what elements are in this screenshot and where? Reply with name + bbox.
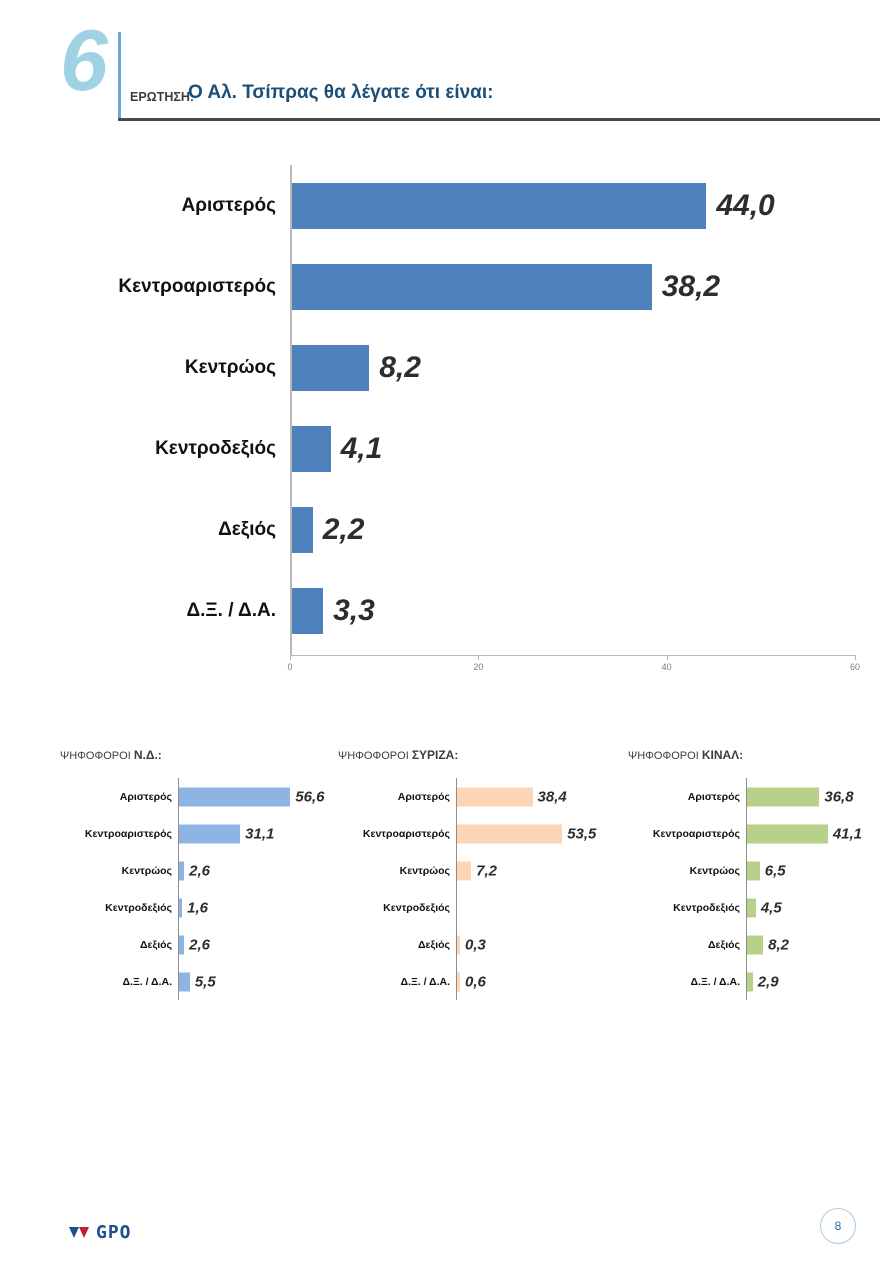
page-number: 8 <box>820 1208 856 1244</box>
main-chart-bar-row <box>184 327 855 408</box>
subgroup-chart <box>628 748 880 1000</box>
subgroup-value-label: 1,6 <box>187 899 208 916</box>
main-chart-category-label: Κεντροαριστερός <box>118 275 276 297</box>
main-chart-value-label: 3,3 <box>333 593 375 627</box>
subgroup-bar-row <box>60 852 325 889</box>
main-chart-category-label: Κεντροδεξιός <box>155 437 276 459</box>
subgroup-category-label: Αριστερός <box>687 790 740 803</box>
subgroup-value-label: 6,5 <box>764 862 786 879</box>
subgroup-title-prefix: ΨΗΦΟΦΟΡΟΙ <box>338 750 412 762</box>
subgroup-bar-row <box>338 889 603 926</box>
subgroup-title-party: ΚΙΝΑΛ: <box>701 748 744 762</box>
subgroup-category-label: Δ.Ξ. / Δ.Α. <box>400 975 450 988</box>
subgroup-bar <box>747 787 819 806</box>
subgroup-bar-row <box>338 926 603 963</box>
subgroup-bar <box>179 787 290 806</box>
subgroup-bar-row <box>338 778 603 815</box>
subgroup-bar <box>457 787 533 806</box>
subgroup-plot-area <box>338 778 603 1000</box>
subgroup-category-label: Δ.Ξ. / Δ.Α. <box>690 975 740 988</box>
subgroup-bar <box>747 898 756 917</box>
header-rule <box>118 118 880 121</box>
subgroup-chart-title <box>628 748 880 762</box>
subgroup-bar <box>457 972 460 991</box>
subgroup-bar-row <box>338 815 603 852</box>
subgroup-value-label: 31,1 <box>245 825 275 842</box>
main-chart-tick <box>855 655 856 660</box>
subgroup-bar-row <box>628 926 880 963</box>
main-chart-bar-row <box>118 246 855 327</box>
subgroup-bar <box>179 898 182 917</box>
header-divider <box>118 32 121 118</box>
main-chart-tick-label: 20 <box>473 662 484 672</box>
subgroup-value-label: 2,6 <box>189 862 210 879</box>
subgroup-category-label: Δεξιός <box>418 938 450 951</box>
main-chart-bar <box>292 345 369 391</box>
main-chart-bar <box>292 426 331 472</box>
subgroup-value-label: 8,2 <box>768 936 789 953</box>
question-label: ΕΡΩΤΗΣΗ: <box>130 90 195 104</box>
subgroup-category-label: Δεξιός <box>708 938 740 951</box>
subgroup-category-label: Δεξιός <box>140 938 172 951</box>
subgroup-bar <box>179 861 184 880</box>
subgroup-bar <box>747 824 828 843</box>
subgroup-category-label: Κεντροαριστερός <box>362 827 450 840</box>
main-chart-bar <box>292 507 313 553</box>
subgroup-category-label: Κεντρώος <box>689 864 740 877</box>
subgroup-category-label: Κεντρώος <box>399 864 450 877</box>
subgroup-value-label: 0,3 <box>465 936 486 953</box>
subgroup-bar-row <box>628 963 880 1000</box>
question-text: Ο Αλ. Τσίπρας θα λέγατε ότι είναι: <box>188 82 494 103</box>
main-chart-category-label: Δεξιός <box>218 518 276 540</box>
question-number: 6 <box>60 13 106 109</box>
subgroup-chart <box>338 748 603 1000</box>
main-chart-value-label: 38,2 <box>661 269 721 303</box>
subgroup-bar-row <box>628 852 880 889</box>
main-chart-bar <box>292 264 652 310</box>
main-chart-tick <box>290 655 291 660</box>
subgroup-value-label: 2,9 <box>757 973 779 990</box>
main-chart-value-label: 2,2 <box>322 512 365 546</box>
main-chart-bar-row <box>186 570 855 651</box>
subgroup-plot-area <box>628 778 880 1000</box>
main-chart-x-axis <box>290 655 855 656</box>
subgroup-bar-row <box>60 926 325 963</box>
subgroup-bar-row <box>628 889 880 926</box>
subgroup-bar-row <box>60 889 325 926</box>
main-chart-value-label: 8,2 <box>379 350 421 384</box>
main-chart-bar-row <box>155 408 855 489</box>
main-chart-tick <box>478 655 479 660</box>
main-chart-category-label: Δ.Ξ. / Δ.Α. <box>186 599 276 621</box>
subgroup-category-label: Αριστερός <box>119 790 172 803</box>
subgroup-bar <box>179 972 190 991</box>
main-chart-tick <box>667 655 668 660</box>
subgroup-value-label: 2,6 <box>189 936 210 953</box>
subgroup-category-label: Δ.Ξ. / Δ.Α. <box>122 975 172 988</box>
main-chart-tick-label: 40 <box>661 662 672 672</box>
subgroup-title-party: Ν.Δ.: <box>133 748 162 762</box>
subgroup-bar-row <box>60 963 325 1000</box>
subgroup-category-label: Κεντροδεξιός <box>105 901 172 914</box>
page-header <box>60 13 820 112</box>
subgroup-category-label: Κεντροδεξιός <box>673 901 740 914</box>
main-chart-tick-label: 0 <box>287 662 293 672</box>
subgroup-charts <box>60 748 863 1038</box>
logo-mark-icon <box>68 1225 90 1240</box>
subgroup-category-label: Αριστερός <box>397 790 450 803</box>
subgroup-bar-row <box>628 778 880 815</box>
subgroup-bar <box>747 972 753 991</box>
subgroup-bar <box>747 935 763 954</box>
subgroup-value-label: 38,4 <box>537 788 567 805</box>
subgroup-bar <box>179 935 184 954</box>
main-chart-bar-row <box>181 165 855 246</box>
gpo-logo <box>68 1222 132 1243</box>
subgroup-value-label: 5,5 <box>194 973 216 990</box>
subgroup-bar <box>179 824 240 843</box>
main-chart-category-label: Κεντρώος <box>184 356 276 378</box>
subgroup-chart-title <box>338 748 603 762</box>
subgroup-category-label: Κεντρώος <box>121 864 172 877</box>
subgroup-chart-title <box>60 748 325 762</box>
main-chart-bar <box>292 183 706 229</box>
logo-text: GPO <box>96 1222 132 1243</box>
subgroup-value-label: 0,6 <box>465 973 486 990</box>
main-chart-category-label: Αριστερός <box>181 194 276 216</box>
subgroup-bar <box>457 935 460 954</box>
subgroup-category-label: Κεντροδεξιός <box>383 901 450 914</box>
main-chart-bar <box>292 588 323 634</box>
subgroup-value-label: 53,5 <box>567 825 597 842</box>
main-chart-plot-area <box>118 165 855 655</box>
subgroup-category-label: Κεντροαριστερός <box>84 827 172 840</box>
subgroup-value-label: 41,1 <box>832 825 863 842</box>
subgroup-bar <box>457 861 471 880</box>
main-chart-value-label: 44,0 <box>716 188 775 222</box>
subgroup-bar-row <box>338 963 603 1000</box>
subgroup-title-party: ΣΥΡΙΖΑ: <box>411 748 459 762</box>
subgroup-value-label: 4,5 <box>760 899 782 916</box>
subgroup-value-label: 7,2 <box>476 862 498 879</box>
main-chart-value-label: 4,1 <box>340 431 383 465</box>
subgroup-bar-row <box>60 815 325 852</box>
subgroup-bar-row <box>338 852 603 889</box>
subgroup-bar <box>747 861 760 880</box>
main-bar-chart <box>60 155 860 675</box>
main-chart-bar-row <box>218 489 855 570</box>
main-chart-tick-label: 60 <box>849 662 861 672</box>
subgroup-bar <box>457 824 562 843</box>
subgroup-chart <box>60 748 325 1000</box>
subgroup-category-label: Κεντροαριστερός <box>652 827 740 840</box>
subgroup-value-label: 36,8 <box>824 788 854 805</box>
subgroup-title-prefix: ΨΗΦΟΦΟΡΟΙ <box>628 750 702 762</box>
subgroup-bar-row <box>628 815 880 852</box>
subgroup-value-label: 56,6 <box>295 788 325 805</box>
subgroup-title-prefix: ΨΗΦΟΦΟΡΟΙ <box>60 750 134 762</box>
subgroup-bar-row <box>60 778 325 815</box>
subgroup-plot-area <box>60 778 325 1000</box>
